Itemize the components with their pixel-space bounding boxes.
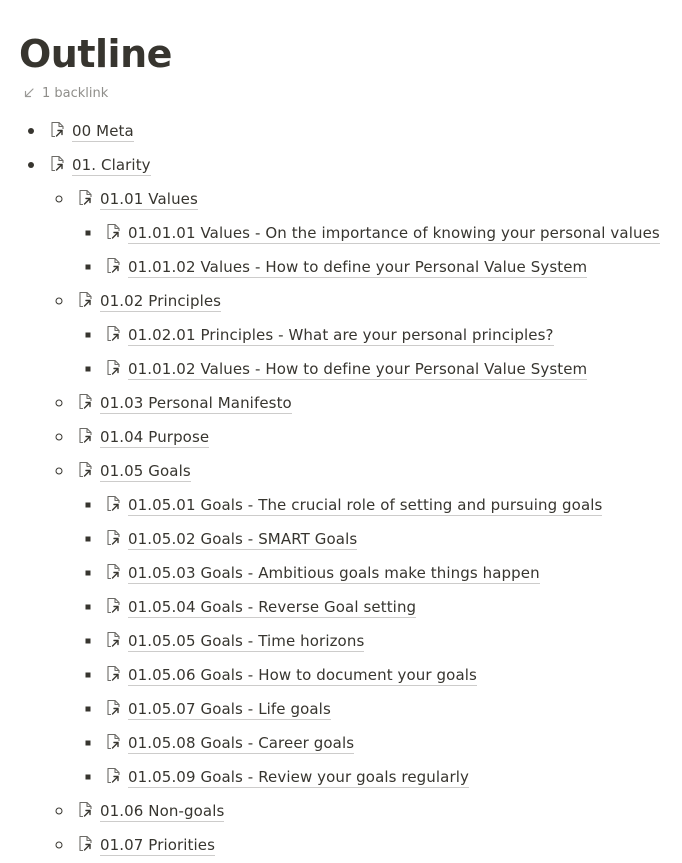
bullet-marker xyxy=(86,775,91,780)
list-item xyxy=(0,488,682,522)
bullet-marker xyxy=(86,503,91,508)
page-link[interactable] xyxy=(77,794,224,828)
bullet-marker xyxy=(56,298,63,305)
page-link-icon xyxy=(49,155,66,176)
list-item xyxy=(0,692,682,726)
bullet-marker xyxy=(86,367,91,372)
page-link-label: 01.07 Priorities xyxy=(100,835,216,854)
list-item xyxy=(0,556,682,590)
page-link[interactable] xyxy=(105,318,554,352)
page-link[interactable] xyxy=(105,352,587,386)
bullet-marker xyxy=(56,468,63,475)
bullet-marker xyxy=(56,196,63,203)
bullet-marker xyxy=(56,400,63,407)
bullet-marker xyxy=(86,605,91,610)
backlinks-label: 1 backlink xyxy=(42,85,109,101)
page-link-label: 01.05.03 Goals - Ambitious goals make things happen xyxy=(128,563,540,582)
page-link[interactable] xyxy=(105,692,331,726)
list-item xyxy=(0,522,682,556)
list-item xyxy=(0,216,682,250)
list-item xyxy=(0,726,682,760)
page-link-icon xyxy=(105,597,122,618)
page-link[interactable] xyxy=(77,386,292,420)
page-link-label: 01.05.07 Goals - Life goals xyxy=(128,699,331,718)
page-link[interactable] xyxy=(105,250,587,284)
page-link-label: 01.01 Values xyxy=(100,189,198,208)
page-link-label: 01.01.01 Values - On the importance of knowing your personal values xyxy=(128,223,660,242)
page-link-icon xyxy=(77,393,94,414)
page-link[interactable] xyxy=(49,114,134,148)
page-link-label: 01.05.05 Goals - Time horizons xyxy=(128,631,365,650)
page-link[interactable] xyxy=(77,420,209,454)
list-item xyxy=(0,794,682,828)
page-link-icon xyxy=(105,563,122,584)
page-link[interactable] xyxy=(77,454,191,488)
bullet-marker xyxy=(86,741,91,746)
page-link-icon xyxy=(105,325,122,346)
bullet-marker xyxy=(86,333,91,338)
page-link-label: 00 Meta xyxy=(72,121,134,140)
page-link[interactable] xyxy=(105,658,477,692)
page-link[interactable] xyxy=(105,726,354,760)
list-item xyxy=(0,828,682,862)
page-link-label: 01.05.09 Goals - Review your goals regularly xyxy=(128,767,469,786)
page-link-icon xyxy=(77,427,94,448)
bullet-marker xyxy=(86,537,91,542)
page-link[interactable] xyxy=(105,760,469,794)
page-link[interactable] xyxy=(105,522,357,556)
page-link-label: 01.06 Non-goals xyxy=(100,801,225,820)
page-link-label: 01.04 Purpose xyxy=(100,427,210,446)
page-link[interactable] xyxy=(105,488,602,522)
bullet-marker xyxy=(86,673,91,678)
page-link-label: 01.02 Principles xyxy=(100,291,222,310)
list-item xyxy=(0,352,682,386)
page-link-icon xyxy=(77,461,94,482)
page-link[interactable] xyxy=(77,182,198,216)
page-link-icon xyxy=(105,223,122,244)
page-link-label: 01.01.02 Values - How to define your Personal Value System xyxy=(128,257,588,276)
page-link[interactable] xyxy=(105,590,416,624)
list-item xyxy=(0,386,682,420)
page-link-icon xyxy=(105,359,122,380)
page-title: Outline xyxy=(19,32,172,76)
page-link[interactable] xyxy=(105,624,364,658)
page-link[interactable] xyxy=(77,828,215,862)
list-item xyxy=(0,658,682,692)
bullet-marker xyxy=(86,265,91,270)
page-link-label: 01. Clarity xyxy=(72,155,151,174)
page-link-icon xyxy=(105,257,122,278)
list-item xyxy=(0,284,682,318)
page-link-label: 01.01.02 Values - How to define your Personal Value System xyxy=(128,359,588,378)
page-link-icon xyxy=(105,631,122,652)
page-link-label: 01.05 Goals xyxy=(100,461,191,480)
page-link[interactable] xyxy=(105,556,540,590)
list-item xyxy=(0,148,682,182)
bullet-marker xyxy=(56,842,63,849)
list-item xyxy=(0,590,682,624)
bullet-marker xyxy=(28,128,34,134)
page-link-label: 01.03 Personal Manifesto xyxy=(100,393,292,412)
page-link[interactable] xyxy=(105,216,660,250)
bullet-marker xyxy=(28,162,34,168)
page-link-icon xyxy=(105,733,122,754)
arrow-down-left-icon xyxy=(23,87,35,99)
list-item xyxy=(0,182,682,216)
page-link-icon xyxy=(105,699,122,720)
page-link-icon xyxy=(49,121,66,142)
list-item xyxy=(0,420,682,454)
page-link-label: 01.05.06 Goals - How to document your goals xyxy=(128,665,477,684)
list-item xyxy=(0,454,682,488)
page-link-icon xyxy=(77,189,94,210)
list-item xyxy=(0,318,682,352)
bullet-marker xyxy=(56,808,63,815)
list-item xyxy=(0,624,682,658)
page-link[interactable] xyxy=(77,284,221,318)
list-item xyxy=(0,250,682,284)
bullet-marker xyxy=(86,571,91,576)
page-link-icon xyxy=(105,529,122,550)
page-link-label: 01.02.01 Principles - What are your personal principles? xyxy=(128,325,554,344)
bullet-marker xyxy=(86,639,91,644)
page-link-icon xyxy=(77,835,94,856)
page-link-icon xyxy=(77,801,94,822)
page-link[interactable] xyxy=(49,148,151,182)
bullet-marker xyxy=(86,231,91,236)
page-link-icon xyxy=(77,291,94,312)
list-item xyxy=(0,760,682,794)
page-link-icon xyxy=(105,665,122,686)
page-link-icon xyxy=(105,495,122,516)
backlinks-button[interactable] xyxy=(23,83,108,103)
outline-list xyxy=(0,114,682,862)
page-link-label: 01.05.04 Goals - Reverse Goal setting xyxy=(128,597,417,616)
list-item xyxy=(0,114,682,148)
page-link-label: 01.05.02 Goals - SMART Goals xyxy=(128,529,358,548)
bullet-marker xyxy=(56,434,63,441)
page-link-label: 01.05.01 Goals - The crucial role of setting and pursuing goals xyxy=(128,495,603,514)
page-link-label: 01.05.08 Goals - Career goals xyxy=(128,733,355,752)
bullet-marker xyxy=(86,707,91,712)
page-link-icon xyxy=(105,767,122,788)
